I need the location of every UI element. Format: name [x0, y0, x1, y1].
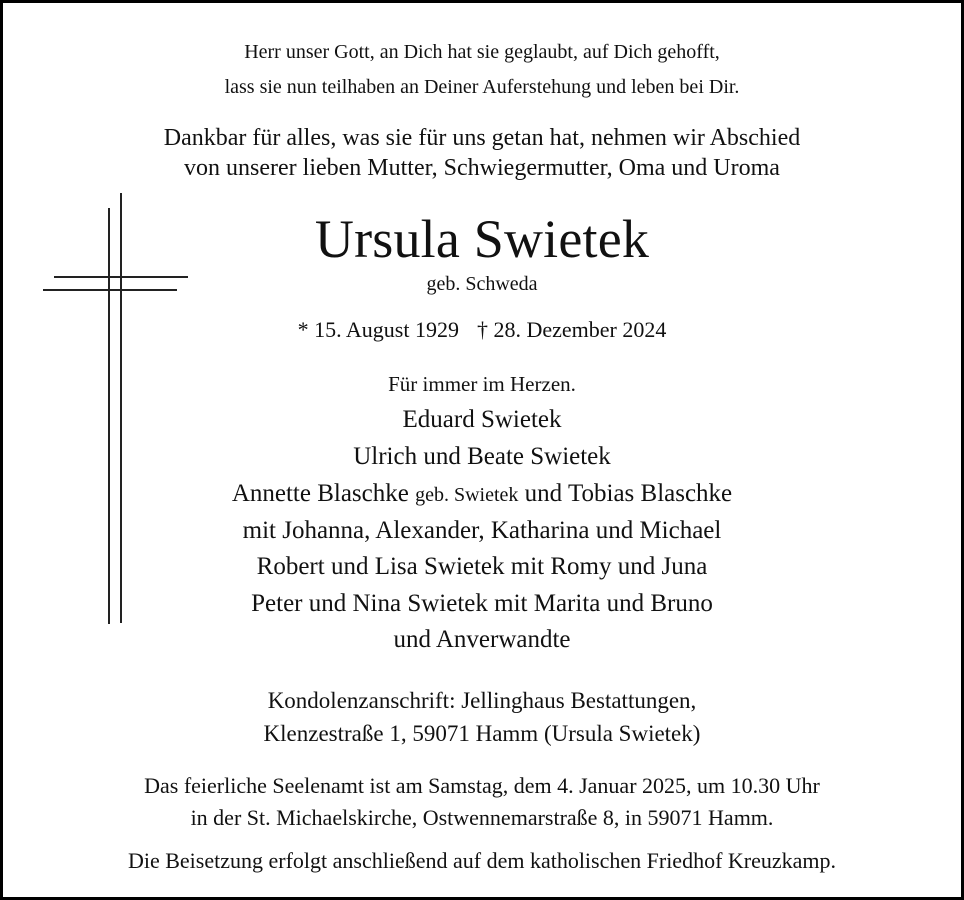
verse-line-2: lass sie nun teilhaben an Deiner Auferstehung und leben bei Dir.	[224, 76, 740, 98]
intro-line-1: Dankbar für alles, was sie für uns getan hat, nehmen wir Abschied	[163, 125, 801, 151]
life-dates	[3, 317, 961, 343]
death-date: † 28. Dezember 2024	[476, 317, 667, 342]
intro-line-2: von unserer lieben Mutter, Schwiegermutter, Oma und Uroma	[184, 155, 780, 181]
service-line-2: in der St. Michaelskirche, Ostwennemarstraße 8, in 59071 Hamm.	[190, 805, 774, 830]
condolence-line-1: Kondolenzanschrift: Jellinghaus Bestattungen,	[267, 688, 697, 713]
mourner-line-5: Robert und Lisa Swietek mit Romy und Juna	[256, 553, 708, 580]
deceased-name: Ursula Swietek	[314, 209, 650, 269]
motto: Für immer im Herzen.	[388, 372, 576, 396]
birth-date: * 15. August 1929	[297, 317, 459, 342]
verse-line-1: Herr unser Gott, an Dich hat sie geglaubt, auf Dich gehofft,	[244, 41, 720, 63]
mourner-line-3-name: Annette Blaschke	[231, 480, 409, 507]
mourner-line-3	[3, 480, 961, 508]
mourner-line-3-partner: und Tobias Blaschke	[524, 480, 733, 507]
mourner-line-7: und Anverwandte	[393, 626, 571, 653]
mourner-line-2: Ulrich und Beate Swietek	[353, 443, 611, 470]
burial-line: Die Beisetzung erfolgt anschließend auf dem katholischen Friedhof Kreuzkamp.	[127, 848, 837, 873]
mourner-line-1: Eduard Swietek	[402, 406, 562, 433]
mourner-line-4: mit Johanna, Alexander, Katharina und Michael	[242, 517, 722, 544]
mourner-line-3-maiden-name: geb. Swietek	[415, 484, 519, 506]
mourner-line-6: Peter und Nina Swietek mit Marita und Bruno	[251, 590, 713, 617]
condolence-line-2: Klenzestraße 1, 59071 Hamm (Ursula Swietek)	[263, 721, 701, 746]
birth-name: geb. Schweda	[426, 273, 538, 295]
service-line-1: Das feierliche Seelenamt ist am Samstag, dem 4. Januar 2025, um 10.30 Uhr	[144, 773, 820, 798]
